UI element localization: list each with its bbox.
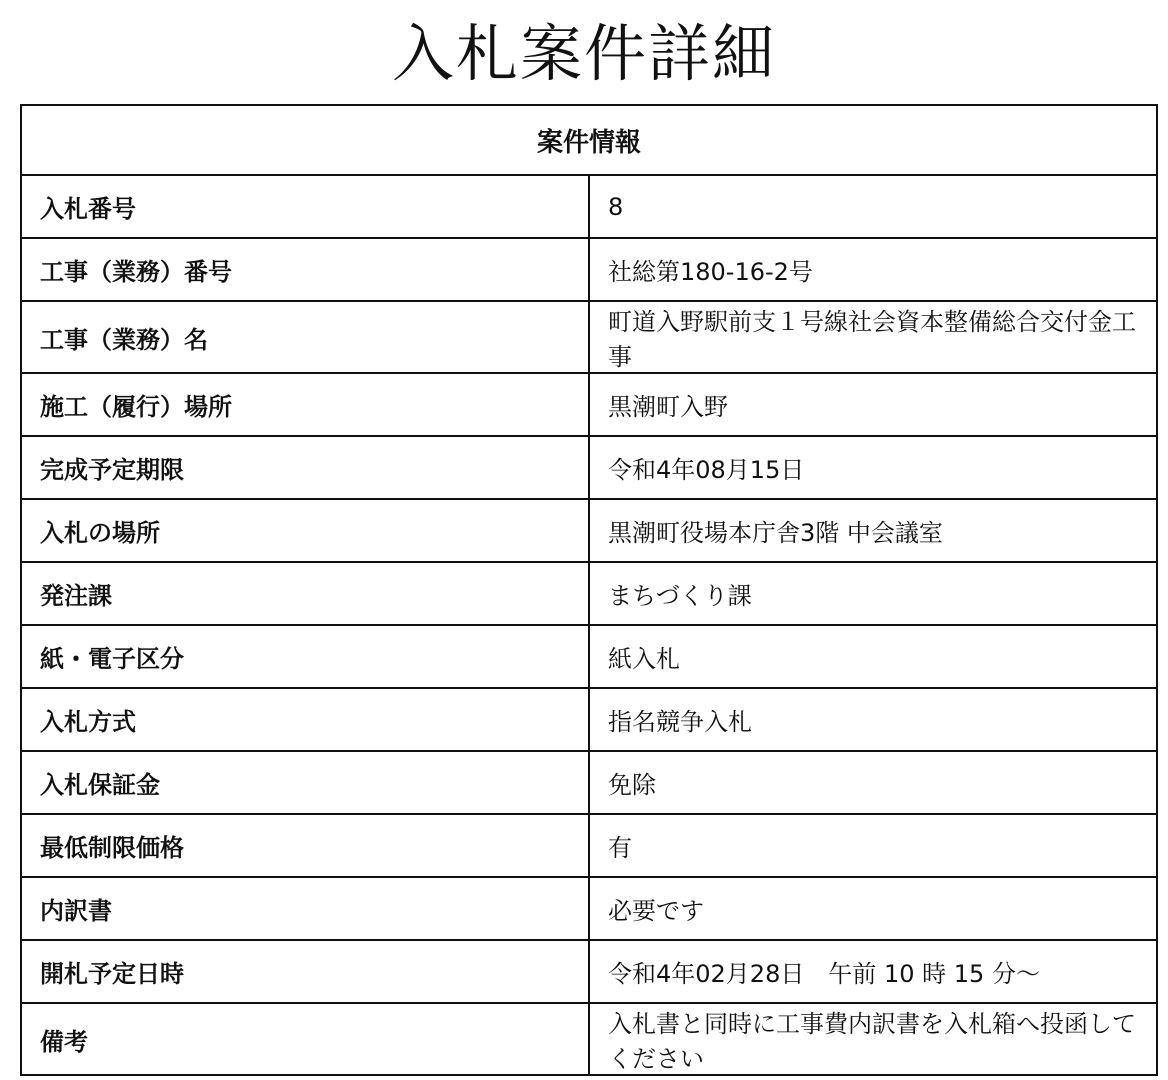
row-value: 社総第180-16-2号 <box>589 238 1157 301</box>
row-value: まちづくり課 <box>589 562 1157 625</box>
row-value: 入札書と同時に工事費内訳書を入札箱へ投函してください <box>589 1003 1157 1075</box>
table-row <box>21 499 1157 562</box>
bid-detail-table <box>20 104 1158 1076</box>
row-label: 最低制限価格 <box>21 814 589 877</box>
table-row <box>21 436 1157 499</box>
row-label: 備考 <box>21 1003 589 1075</box>
section-header: 案件情報 <box>21 105 1157 175</box>
table-row <box>21 940 1157 1003</box>
table-header-row <box>21 105 1157 175</box>
row-value: 8 <box>589 175 1157 238</box>
table-row <box>21 877 1157 940</box>
row-label: 入札番号 <box>21 175 589 238</box>
row-label: 内訳書 <box>21 877 589 940</box>
row-value: 町道入野駅前支１号線社会資本整備総合交付金工事 <box>589 301 1157 373</box>
table-row <box>21 301 1157 373</box>
table-row <box>21 751 1157 814</box>
table-row <box>21 814 1157 877</box>
row-label: 開札予定日時 <box>21 940 589 1003</box>
row-label: 入札保証金 <box>21 751 589 814</box>
row-label: 工事（業務）番号 <box>21 238 589 301</box>
row-label: 入札の場所 <box>21 499 589 562</box>
row-value: 令和4年08月15日 <box>589 436 1157 499</box>
row-label: 完成予定期限 <box>21 436 589 499</box>
table-row <box>21 688 1157 751</box>
row-label: 工事（業務）名 <box>21 301 589 373</box>
table-row <box>21 1003 1157 1075</box>
row-value: 紙入札 <box>589 625 1157 688</box>
row-label: 発注課 <box>21 562 589 625</box>
row-value: 指名競争入札 <box>589 688 1157 751</box>
page-title: 入札案件詳細 <box>391 17 776 90</box>
row-label: 施工（履行）場所 <box>21 373 589 436</box>
table-row <box>21 373 1157 436</box>
row-label: 入札方式 <box>21 688 589 751</box>
row-value: 黒潮町役場本庁舎3階 中会議室 <box>589 499 1157 562</box>
table-row <box>21 625 1157 688</box>
row-value: 令和4年02月28日 午前 10 時 15 分～ <box>589 940 1157 1003</box>
row-value: 黒潮町入野 <box>589 373 1157 436</box>
table-row <box>21 175 1157 238</box>
row-value: 必要です <box>589 877 1157 940</box>
table-row <box>21 562 1157 625</box>
table-row <box>21 238 1157 301</box>
row-value: 有 <box>589 814 1157 877</box>
row-label: 紙・電子区分 <box>21 625 589 688</box>
row-value: 免除 <box>589 751 1157 814</box>
